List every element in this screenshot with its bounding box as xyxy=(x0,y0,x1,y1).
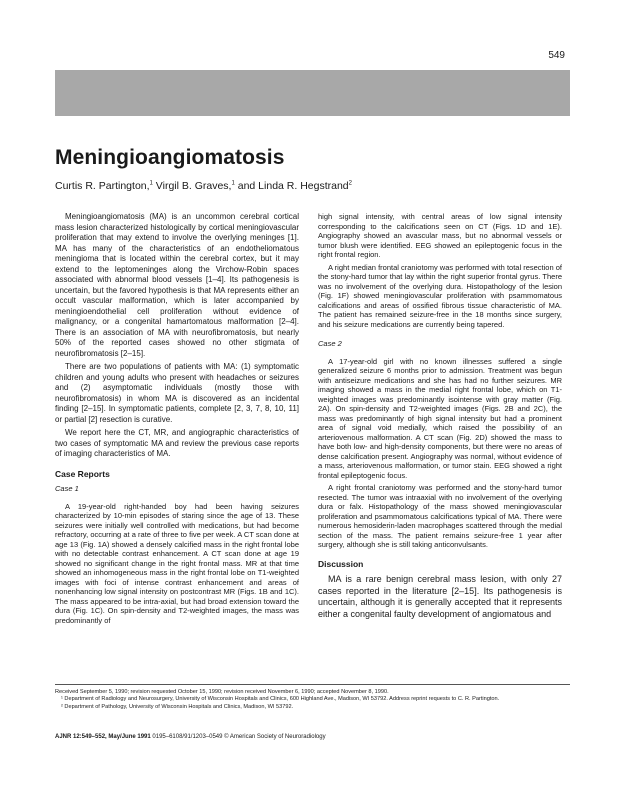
section-heading-discussion: Discussion xyxy=(318,558,364,569)
article-title: Meningioangiomatosis xyxy=(55,146,285,169)
footnotes xyxy=(55,689,570,711)
body-paragraph: A 17-year-old girl with no known illnesses suffered a single generalized seizure 6 months prior to admission. Treatment was begun with antiseizure medications and she has had no further seizures. MR imaging showed a mass in the medial right frontal lobe, which on T1-weighted images was predominantly isointense with gray matter (Fig. 2A). On spin-density and T2-weighted images (Figs. 2B and 2C), the mass was predominantly of high signal intensity but had a prominent area of signal void medially, which raised the possibility of an arteriovenous malformation. A CT scan (Fig. 2D) showed the mass to have both low- and high-density components, but there were no areas of dense calcification present. Angiography was normal, without evidence of a mass, arteriovenous malformation, or tumor stain. EEG showed a right frontal epileptogenic focus. xyxy=(318,356,562,480)
intro-paragraph: We report here the CT, MR, and angiographic characteristics of two cases of symptomatic MA and review the previous case reports of imaging characteristics of MA. xyxy=(55,428,299,458)
footnote-affiliation-2: ² Department of Pathology, University of Wisconsin Hospitals and Clinics, Madison, WI 53792. xyxy=(61,703,294,710)
left-column xyxy=(55,212,299,628)
author-hegstrand: and Linda R. Hegstrand xyxy=(234,180,349,192)
received-dates: Received September 5, 1990; revision requested October 15, 1990; revision received November 6, 1990; accepted November 8, 1990. xyxy=(55,689,389,695)
subsection-heading-case1: Case 1 xyxy=(55,484,79,493)
affiliation-mark: 2 xyxy=(348,180,352,187)
author-graves: Virgil B. Graves, xyxy=(152,180,232,192)
body-paragraph: A 19-year-old right-handed boy had been having seizures characterized by 10-min episodes of staring since the age of 13. These seizures were initially well controlled with medications, but had become refractory, occurring at a rate of three to five per week. A CT scan done at age 13 (Fig. 1A) showed a densely calcified mass in the right frontal lobe with no detectable contrast enhancement. A CT scan done at age 19 showed no significant change in the right frontal mass. MR at that time showed an inhomogeneous mass in the right frontal lobe on T1-weighted images with foci of intense contrast enhancement and areas of nonenhancing low signal intensity on postcontrast MR (Figs. 1B and 1C). The mass appeared to be intra-axial, but had broad extension toward the dura (Fig. 1C). On spin-density and T2-weighted images, the mass was predominantly of xyxy=(55,501,299,625)
footnote-affiliation-1: ¹ Department of Radiology and Neurosurgery, University of Wisconsin Hospitals and Clinics, 600 Highland Ave., Madison, WI 53792. Address reprint requests to C. R. Partington. xyxy=(61,696,500,703)
author-line xyxy=(55,180,352,192)
right-column xyxy=(318,212,562,623)
page-number: 549 xyxy=(548,50,565,61)
intro-paragraph: Meningioangiomatosis (MA) is an uncommon cerebral cortical mass lesion characterized histologically by cortical meningiovascular proliferation that may extend to involve the overlying meninges [1]. MA has many of the characteristics of an endotheliomatous meningioma that is located within the cerebral cortex, but it may extend to the leptomeninges along the Virchow-Robin spaces associated with abnormal blood vessels [1–4]. Its pathogenesis is uncertain, but the favored hypothesis is that MA represents either an occult vascular malformation, which is later accompanied by meningioendothelial cell proliferation without evidence of malignancy, or a congenital hamartomatous malformation [2–4]. There is an association of MA with neurofibromatosis, but nearly 50% of the reported cases showed no other stigmata of neurofibromatosis [2–15]. xyxy=(55,212,299,358)
subsection-heading-case2: Case 2 xyxy=(318,339,342,348)
body-paragraph: A right frontal craniotomy was performed and the stony-hard tumor resected. The tumor was intraaxial with no involvement of the overlying dura or falx. Histopathology of the mass showed meningiovascular proliferation and psammomatous calcifications typical of MA. There were numerous hemosiderin-laden macrophages scattered through the medial section of the mass. The patient remains seizure-free 1 year after surgery, although she is still taking anticonvulsants. xyxy=(318,483,562,549)
section-heading-case-reports: Case Reports xyxy=(55,468,110,479)
affiliation-mark: 1 xyxy=(149,180,153,187)
journal-citation xyxy=(55,734,326,740)
body-paragraph: A right median frontal craniotomy was performed with total resection of the stony-hard tumor that lay within the right superior frontal gyrus. There was no involvement of the overlying dura. Histopathology of the lesion (Fig. 1F) showed meningiovascular proliferation with psammomatous calcifications and areas of ossified fibrous tissue characteristic of MA. The patient has remained seizure-free in the 18 months since surgery, and his seizure medications are currently being tapered. xyxy=(318,262,562,329)
footnote-divider xyxy=(55,684,570,685)
author-partington: Curtis R. Partington, xyxy=(55,180,150,192)
intro-paragraph: There are two populations of patients with MA: (1) symptomatic children and young adults who present with headaches or seizures and (2) asymptomatic individuals (mostly those with neurofibromatosis) in whom MA is discovered as an incidental finding [2–15]. In symptomatic patients, complete [2, 3, 7, 8, 10, 11] or partial [2] resection is curative. xyxy=(55,362,299,424)
affiliation-mark: 1 xyxy=(231,180,235,187)
body-paragraph: MA is a rare benign cerebral mass lesion, with only 27 cases reported in the literature [2–15]. Its pathogenesis is uncertain, although it is generally accepted that it represents either a congenital faulty development of angiomatous and xyxy=(318,574,562,619)
body-paragraph: high signal intensity, with central areas of low signal intensity corresponding to the calcifications seen on CT (Figs. 1D and 1E). Angiography showed an avascular mass, but no abnormal vessels or tumor blush were identified. EEG showed an epileptogenic focus in the right frontal region. xyxy=(318,212,562,259)
copyright-line: 0195–6108/91/1203–0549 © American Society of Neuroradiology xyxy=(150,734,326,740)
journal-reference: AJNR 12:549–552, May/June 1991 xyxy=(55,734,151,740)
header-banner xyxy=(55,70,570,116)
